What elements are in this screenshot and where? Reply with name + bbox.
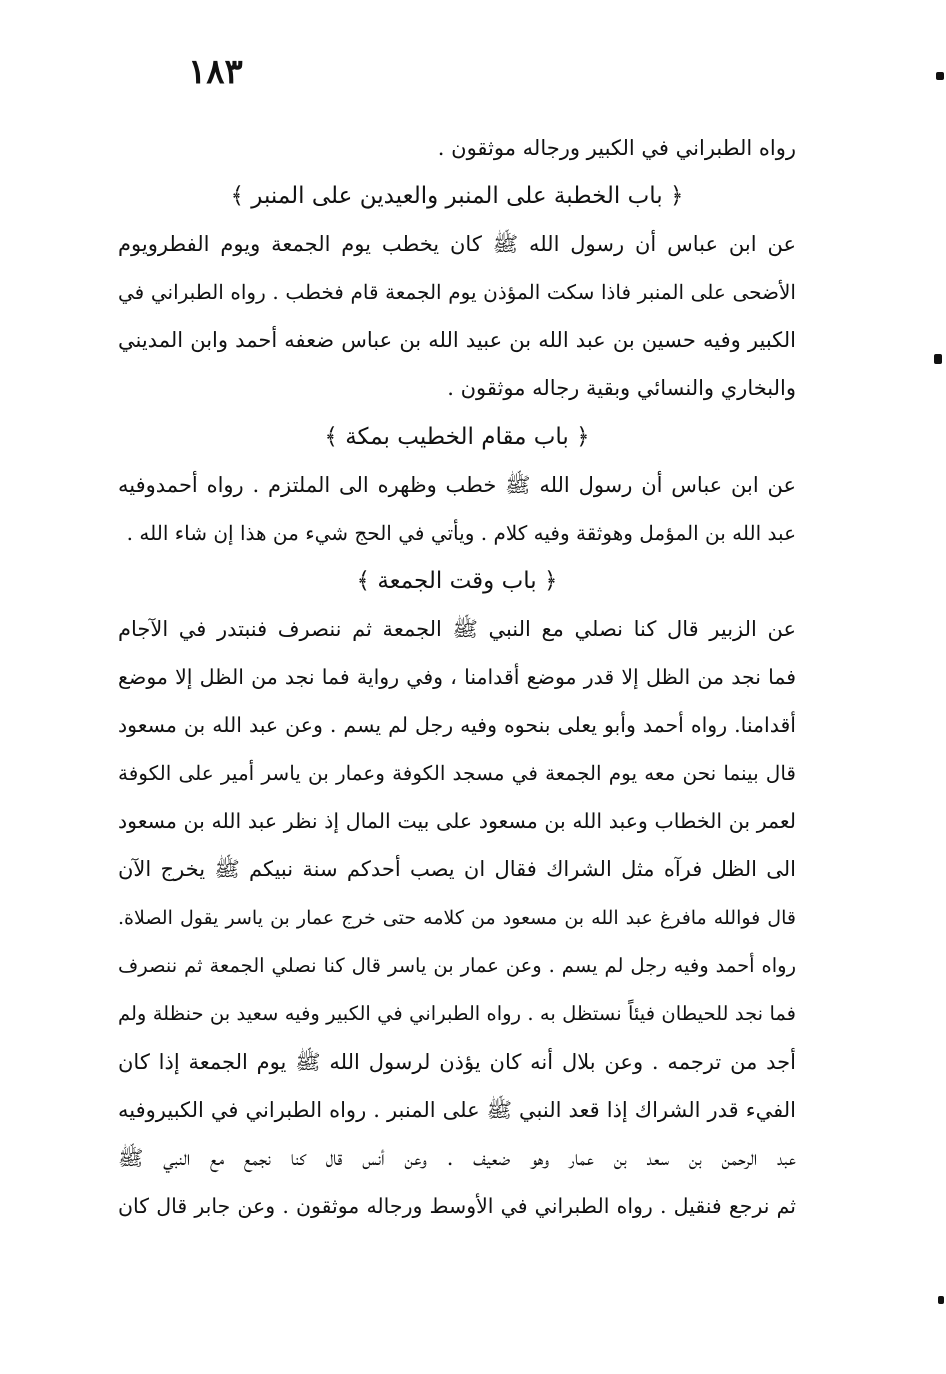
text-line: فما نجد للحيطان فيئاً نستظل به . رواه الطبراني في الكبير وفيه سعيد بن حنظلة ولم: [118, 1001, 796, 1025]
section-heading: ﴿ باب مقام الخطيب بمكة ﴾: [324, 423, 590, 450]
section-heading: ﴿ باب وقت الجمعة ﴾: [356, 567, 558, 594]
text-line: والبخاري والنسائي وبقية رجاله موثقون .: [447, 376, 796, 401]
text-line: أقدامنا. رواه أحمد وأبو يعلى بنحوه وفيه رجل لم يسم . وعن عبد الله بن مسعود: [118, 713, 796, 738]
text-line: قال فوالله مافرغ عبد الله بن مسعود من كلامه حتى خرج عمار بن ياسر يقول الصلاة.: [118, 906, 796, 929]
body-text: [118, 124, 796, 1230]
text-line: عبد الله بن المؤمل وهوثقة وفيه كلام . ويأتي في الحج شيء من هذا إن شاء الله .: [126, 520, 796, 545]
text-line: الأضحى على المنبر فاذا سكت المؤذن يوم الجمعة قام فخطب . رواه الطبراني في: [118, 280, 796, 305]
text-line: رواه الطبراني في الكبير ورجاله موثقون .: [437, 136, 796, 160]
text-line: لعمر بن الخطاب وعبد الله بن مسعود على بيت المال إذ نظر عبد الله بن مسعود: [118, 809, 796, 834]
text-line: رواه أحمد وفيه رجل لم يسم . وعن عمار بن ياسر قال كنا نصلي الجمعة ثم ننصرف: [118, 953, 796, 977]
scan-mark: [938, 1296, 944, 1304]
scan-mark: [934, 354, 942, 364]
scan-mark: [936, 72, 944, 80]
text-line: عن ابن عباس أن رسول الله ﷺ كان يخطب يوم الجمعة ويوم الفطرويوم: [118, 232, 796, 257]
text-line: عبد الرحمن بن سعد بن عمار وهو ضعيف . وعن أنس قال كنا نجمع مع النبي ﷺ: [118, 1145, 796, 1170]
text-line: فما نجد من الظل إلا قدر موضع أقدامنا ، وفي رواية فما نجد من الظل إلا موضع: [118, 665, 796, 690]
text-line: عن الزبير قال كنا نصلي مع النبي ﷺ الجمعة ثم ننصرف فنبتدر في الآجام: [118, 616, 796, 641]
text-line: أجد من ترجمه . وعن بلال أنه كان يؤذن لرسول الله ﷺ يوم الجمعة إذا كان: [118, 1049, 796, 1074]
text-line: الفيء قدر الشراك إذا قعد النبي ﷺ على المنبر . رواه الطبراني في الكبيروفيه: [118, 1097, 796, 1122]
text-line: الكبير وفيه حسين بن عبد الله بن عبيد الله بن عباس ضعفه أحمد وابن المديني: [118, 328, 796, 353]
section-heading: ﴿ باب الخطبة على المنبر والعيدين على المنبر ﴾: [230, 183, 684, 210]
text-line: ثم نرجع فنقيل . رواه الطبراني في الأوسط ورجاله موثقون . وعن جابر قال كان: [118, 1194, 796, 1219]
page-number: ١٨٣: [188, 52, 243, 92]
text-line: عن ابن عباس أن رسول الله ﷺ خطب وظهره الى الملتزم . رواه أحمدوفيه: [118, 472, 796, 497]
text-line: قال بينما نحن معه يوم الجمعة في مسجد الكوفة وعمار بن ياسر أمير على الكوفة: [118, 761, 796, 786]
text-line: الى الظل فرآه مثل الشراك فقال ان يصب أحدكم سنة نبيكم ﷺ يخرج الآن: [118, 857, 796, 882]
